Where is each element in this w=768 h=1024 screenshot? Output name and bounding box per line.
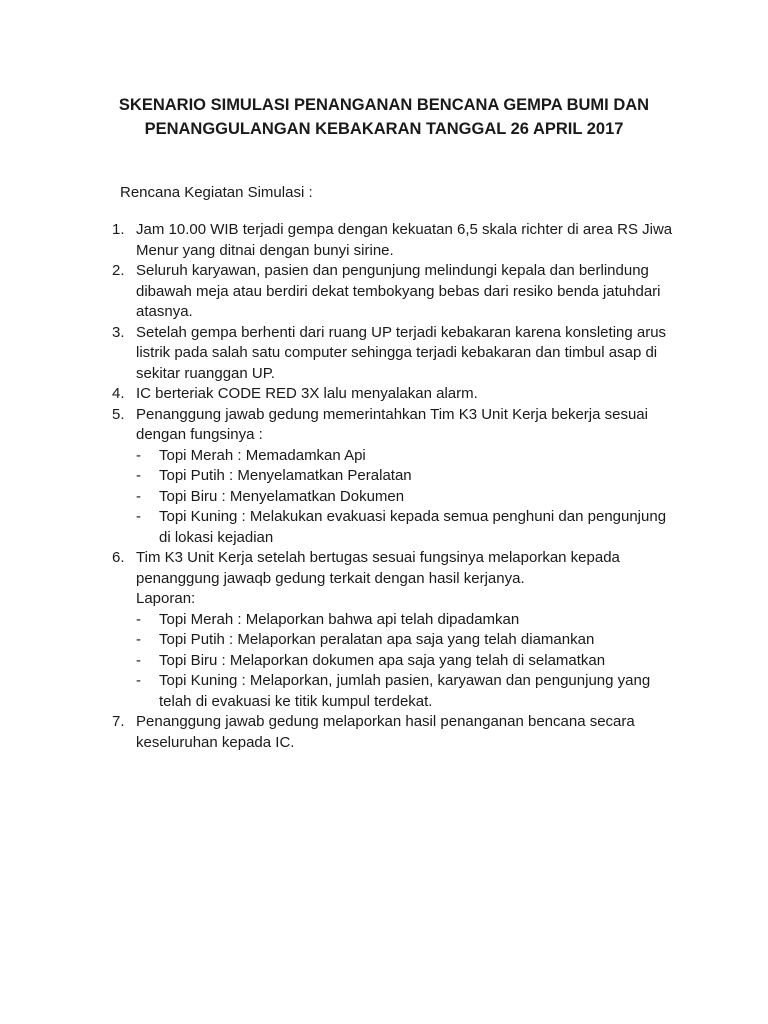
item-number: 5. (112, 405, 125, 423)
text-line: Topi Biru : Menyelamatkan Dokumen (159, 487, 405, 505)
text-line: dengan fungsinya : (136, 426, 263, 443)
list-item (112, 384, 692, 405)
text-line: dibawah meja atau berdiri dekat tembokyang bebas dari resiko benda jatuhdari (136, 282, 661, 300)
text-line: di lokasi kejadian (159, 528, 274, 546)
dash-bullet: - (136, 446, 141, 464)
dash-bullet: - (136, 508, 141, 525)
dash-bullet: - (136, 651, 141, 669)
text-line: penanggung jawaqb gedung terkait dengan hasil kerjanya. (136, 569, 525, 587)
sub-item (136, 630, 692, 651)
sub-item (136, 507, 692, 548)
item-text (136, 384, 692, 405)
item-text (136, 261, 692, 323)
document-title (70, 93, 698, 141)
sub-item (136, 651, 692, 672)
sub-item (136, 466, 692, 487)
text-line: keseluruhan kepada IC. (136, 733, 295, 751)
list-item (112, 261, 692, 323)
text-line: Tim K3 Unit Kerja setelah bertugas sesuai fungsinya melaporkan kepada (136, 549, 620, 566)
text-line: Topi Putih : Melaporkan peralatan apa saja yang telah diamankan (159, 631, 595, 648)
list-item (112, 220, 692, 261)
sub-item (136, 671, 692, 712)
item-text (136, 220, 692, 261)
text-line: Topi Kuning : Melaporkan, jumlah pasien, karyawan dan pengunjung yang (159, 672, 651, 689)
list-item (112, 548, 692, 712)
text-line: atasnya. (136, 303, 193, 320)
item-number: 3. (112, 323, 125, 341)
text-line: IC berteriak CODE RED 3X lalu menyalakan alarm. (136, 385, 478, 402)
item-number: 2. (112, 262, 125, 279)
title-line-1: SKENARIO SIMULASI PENANGANAN BENCANA GEMPA BUMI DAN (118, 96, 650, 114)
text-line: Seluruh karyawan, pasien dan pengunjung melindungi kepala dan berlindung (136, 262, 649, 279)
list-item (112, 323, 692, 385)
dash-bullet: - (136, 467, 141, 484)
text-line: Jam 10.00 WIB terjadi gempa dengan kekuatan 6,5 skala richter di area RS Jiwa (136, 221, 673, 238)
item-text (136, 712, 692, 753)
title-line-2: PENANGGULANGAN KEBAKARAN TANGGAL 26 APRIL 2017 (144, 120, 624, 138)
item-text (136, 405, 692, 549)
text-line: Topi Biru : Melaporkan dokumen apa saja yang telah di selamatkan (159, 651, 606, 669)
numbered-list (112, 220, 692, 753)
text-line: sekitar ruanggan UP. (136, 364, 275, 382)
item-number: 7. (112, 713, 125, 730)
sub-item (136, 487, 692, 508)
sub-item (136, 446, 692, 467)
text-line: Penanggung jawab gedung melaporkan hasil penanganan bencana secara (136, 713, 635, 730)
item-number: 4. (112, 385, 125, 402)
list-item (112, 405, 692, 549)
dash-bullet: - (136, 610, 141, 628)
dash-bullet: - (136, 631, 141, 648)
text-line: Menur yang ditnai dengan bunyi sirine. (136, 241, 394, 259)
text-line: Setelah gempa berhenti dari ruang UP terjadi kebakaran karena konsleting arus (136, 323, 667, 341)
text-line: listrik pada salah satu computer sehingga terjadi kebakaran dan timbul asap di (136, 344, 658, 361)
dash-bullet: - (136, 672, 141, 689)
text-line: telah di evakuasi ke titik kumpul terdekat. (159, 692, 433, 710)
dash-bullet: - (136, 487, 141, 505)
section-heading: Rencana Kegiatan Simulasi : (120, 184, 313, 201)
item-number: 1. (112, 221, 125, 238)
text-line: Penanggung jawab gedung memerintahkan Tim K3 Unit Kerja bekerja sesuai (136, 405, 648, 423)
item-text (136, 323, 692, 385)
text-line: Laporan: (136, 590, 196, 607)
sub-item (136, 610, 692, 631)
item-text (136, 548, 692, 712)
text-line: Topi Merah : Memadamkan Api (159, 446, 366, 464)
text-line: Topi Merah : Melaporkan bahwa api telah dipadamkan (159, 610, 520, 628)
item-number: 6. (112, 549, 125, 566)
list-item (112, 712, 692, 753)
text-line: Topi Putih : Menyelamatkan Peralatan (159, 467, 412, 484)
text-line: Topi Kuning : Melakukan evakuasi kepada semua penghuni dan pengunjung (159, 508, 667, 525)
